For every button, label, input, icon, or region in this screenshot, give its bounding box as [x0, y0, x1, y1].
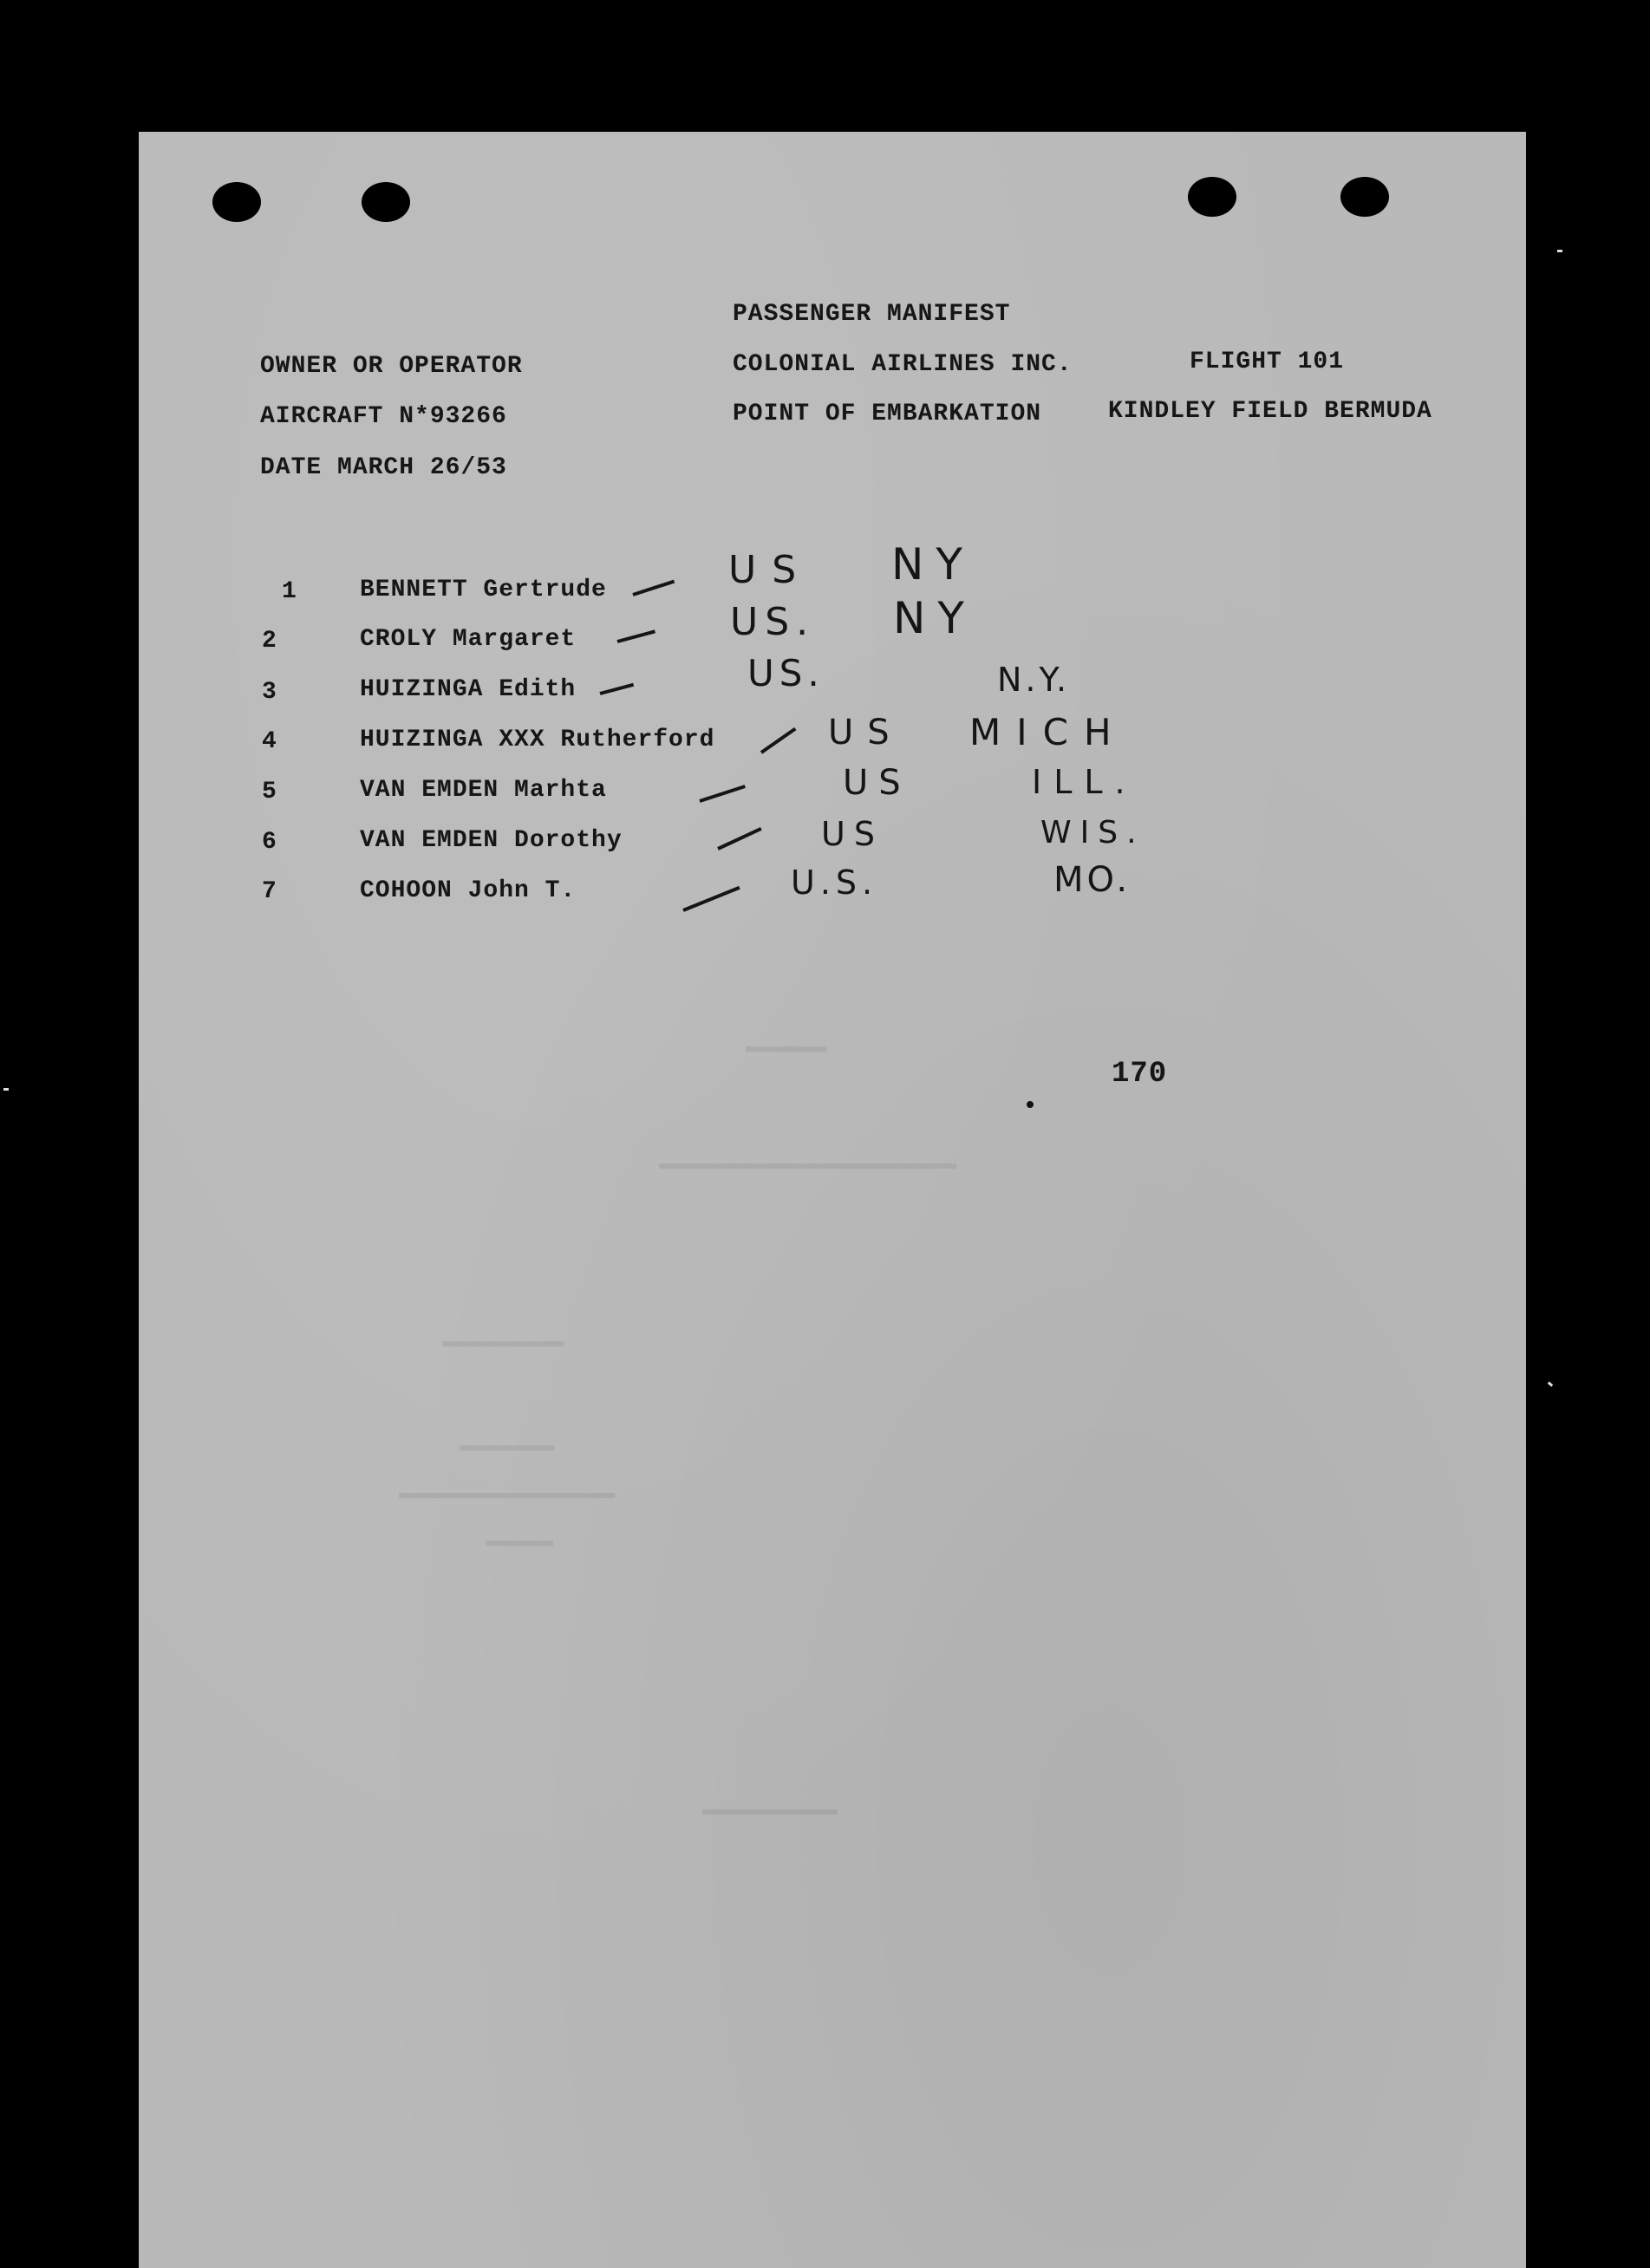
passenger-name: HUIZINGA Edith — [360, 676, 577, 703]
check-dash — [699, 785, 746, 803]
passenger-state: MO. — [1053, 860, 1132, 900]
manifest-date: DATE MARCH 26/53 — [260, 454, 507, 481]
passenger-name: CROLY Margaret — [360, 626, 577, 653]
embarkation-place: KINDLEY FIELD BERMUDA — [1108, 398, 1432, 425]
passenger-country: US. — [730, 600, 816, 644]
passenger-name: HUIZINGA XXX Rutherford — [360, 727, 715, 753]
passenger-name: COHOON John T. — [360, 877, 577, 904]
passenger-state: N.Y. — [997, 661, 1071, 699]
punch-hole — [1188, 177, 1236, 217]
passenger-name: VAN EMDEN Dorothy — [360, 827, 623, 854]
passenger-state: ILL. — [1032, 763, 1138, 801]
bleed-through-mark: ▬▬▬▬▬▬▬▬▬ — [442, 1328, 564, 1354]
bleed-through-mark: ▬▬▬▬▬▬▬▬▬▬▬▬▬▬▬▬ — [399, 1480, 616, 1506]
bleed-through-mark: ▬▬▬▬▬▬ — [746, 1033, 827, 1059]
passenger-name: BENNETT Gertrude — [360, 577, 607, 603]
passenger-number: 1 — [282, 578, 297, 605]
check-dash — [717, 827, 762, 850]
punch-hole — [362, 182, 410, 222]
check-dash — [599, 683, 634, 695]
passenger-country: US — [728, 548, 812, 592]
check-dash — [632, 580, 675, 596]
aircraft-number: AIRCRAFT N*93266 — [260, 403, 507, 430]
punch-hole — [1340, 177, 1389, 217]
passenger-number: 2 — [262, 628, 277, 655]
airline-name: COLONIAL AIRLINES INC. — [733, 351, 1073, 378]
flight-number: FLIGHT 101 — [1190, 349, 1345, 375]
passenger-country: US — [843, 763, 911, 803]
passenger-number: 4 — [262, 728, 277, 755]
passenger-state: NY — [893, 593, 976, 643]
passenger-number: 5 — [262, 779, 277, 805]
bleed-through-mark: ▬▬▬▬▬▬▬▬▬▬ — [702, 1796, 838, 1822]
passenger-country: US — [821, 815, 884, 853]
scan-speck — [3, 1088, 9, 1091]
passenger-state: MICH — [969, 711, 1127, 753]
punch-hole — [212, 182, 261, 222]
passenger-state: WIS. — [1040, 815, 1145, 850]
manifest-title: PASSENGER MANIFEST — [733, 301, 1011, 328]
passenger-country: US — [828, 713, 903, 753]
check-dash — [760, 727, 797, 754]
passenger-number: 7 — [262, 878, 277, 905]
passenger-country: U.S. — [791, 864, 878, 902]
ink-dot — [1027, 1101, 1034, 1108]
passenger-number: 3 — [262, 679, 277, 706]
passenger-name: VAN EMDEN Marhta — [360, 777, 607, 804]
bleed-through-mark: ▬▬▬▬▬▬▬ — [460, 1432, 555, 1458]
check-dash — [682, 886, 740, 912]
embarkation-label: POINT OF EMBARKATION — [733, 401, 1042, 427]
manifest-page — [139, 132, 1526, 2268]
page-number: 170 — [1112, 1058, 1168, 1091]
check-dash — [616, 629, 655, 643]
owner-operator-label: OWNER OR OPERATOR — [260, 353, 523, 380]
passenger-number: 6 — [262, 829, 277, 856]
passenger-country: US. — [747, 652, 825, 694]
bleed-through-mark: ▬▬▬▬▬ — [486, 1528, 554, 1554]
scan-speck — [1557, 250, 1562, 252]
passenger-state: NY — [891, 539, 975, 590]
bleed-through-mark: ▬▬▬▬▬▬▬▬▬▬▬▬▬▬▬▬▬▬▬▬▬▬ — [659, 1150, 957, 1176]
scan-speck — [1548, 1381, 1554, 1386]
